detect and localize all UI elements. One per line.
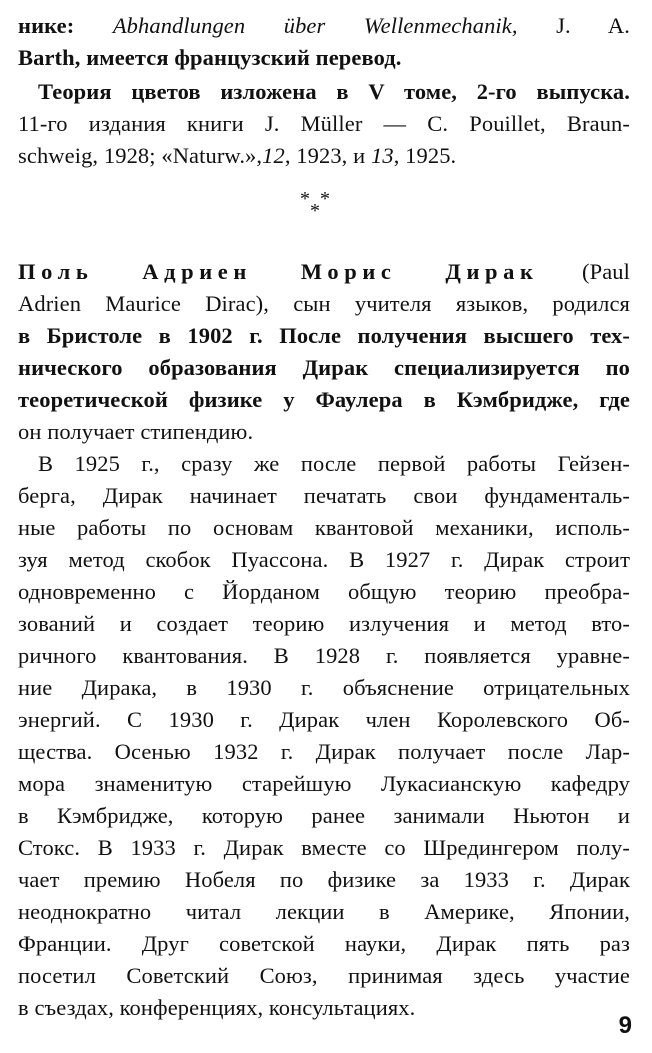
bio-line: В 1925 г., сразу же после первой работы Гейзен-: [38, 451, 630, 476]
bio-line: чает премию Нобеля по физике за 1933 г. Дирак: [18, 867, 630, 892]
biography: [18, 256, 630, 1024]
bio-line: ние Дирака, в 1930 г. объяснение отрицательных: [18, 675, 630, 700]
bio-line: [18, 256, 630, 288]
note-text: нике:: [18, 13, 113, 38]
volume-number: 12: [262, 143, 285, 168]
separator-star: *: [310, 200, 320, 222]
book-title-text: Abhandlungen über Wellenmechanik,: [112, 13, 518, 38]
bio-line: теоретической физике у Фаулера в Кэмбридже, где: [18, 387, 630, 412]
bio-line: ные работы по основам квантовой механики, исполь-: [18, 515, 630, 540]
bio-line: мора знаменитую старейшую Лукасианскую кафедру: [18, 771, 630, 796]
separator-star: *: [300, 188, 310, 210]
note-text: , 1925.: [393, 143, 457, 168]
note-text: , 1923, и: [284, 143, 371, 168]
note-text: J. A.: [517, 13, 630, 38]
bio-line: в Бристоле в 1902 г. После получения высшего тех-: [18, 323, 630, 348]
note-line: 11-го издания книги J. Müller — C. Pouillet, Braun-: [18, 111, 630, 136]
bio-line: одновременно с Йорданом общую теорию преобра-: [18, 579, 630, 604]
bio-line: в съездах, конференциях, консультациях.: [18, 995, 416, 1020]
note-line: [18, 10, 630, 42]
bio-line: Стокс. В 1933 г. Дирак вместе со Шредингером полу-: [18, 835, 630, 860]
bio-line: ричного квантования. В 1928 г. появляется уравне-: [18, 643, 630, 668]
bio-line: энергий. С 1930 г. Дирак член Королевского Об-: [18, 707, 630, 732]
volume-number: 13: [371, 143, 394, 168]
bio-line: Adrien Maurice Dirac), сын учителя языков, родился: [18, 291, 630, 316]
bio-line: зуя метод скобок Пуассона. В 1927 г. Дирак строит: [18, 547, 630, 572]
bio-line: в Кэмбридже, которую ранее занимали Ньютон и: [18, 803, 630, 828]
page-number: 9: [618, 1012, 632, 1039]
bio-line: зований и создает теорию излучения и метод вто-: [18, 611, 630, 636]
page-top-notes: [18, 10, 630, 172]
person-name-latin: (Paul: [538, 259, 630, 284]
bio-line: Франции. Друг советской науки, Дирак пять раз: [18, 931, 630, 956]
bio-line: посетил Советский Союз, принимая здесь участие: [18, 963, 630, 988]
bio-line: берга, Дирак начинает печатать свои фундаменталь-: [18, 483, 630, 508]
note-line: Теория цветов изложена в V томе, 2-го выпуска.: [38, 79, 630, 104]
bio-line: неоднократно читал лекции в Америке, Японии,: [18, 899, 630, 924]
person-name: Поль Адриен Морис Дирак: [18, 259, 539, 284]
separator-star: *: [320, 188, 330, 210]
bio-line: он получает стипендию.: [18, 419, 254, 444]
note-line: Barth, имеется французский перевод.: [18, 45, 402, 70]
bio-line: нического образования Дирак специализируется по: [18, 355, 630, 380]
bio-line: щества. Осенью 1932 г. Дирак получает после Лар-: [18, 739, 630, 764]
section-separator: [300, 188, 360, 228]
note-line: [18, 140, 630, 172]
note-text: schweig, 1928; «Naturw.»,: [18, 143, 263, 168]
